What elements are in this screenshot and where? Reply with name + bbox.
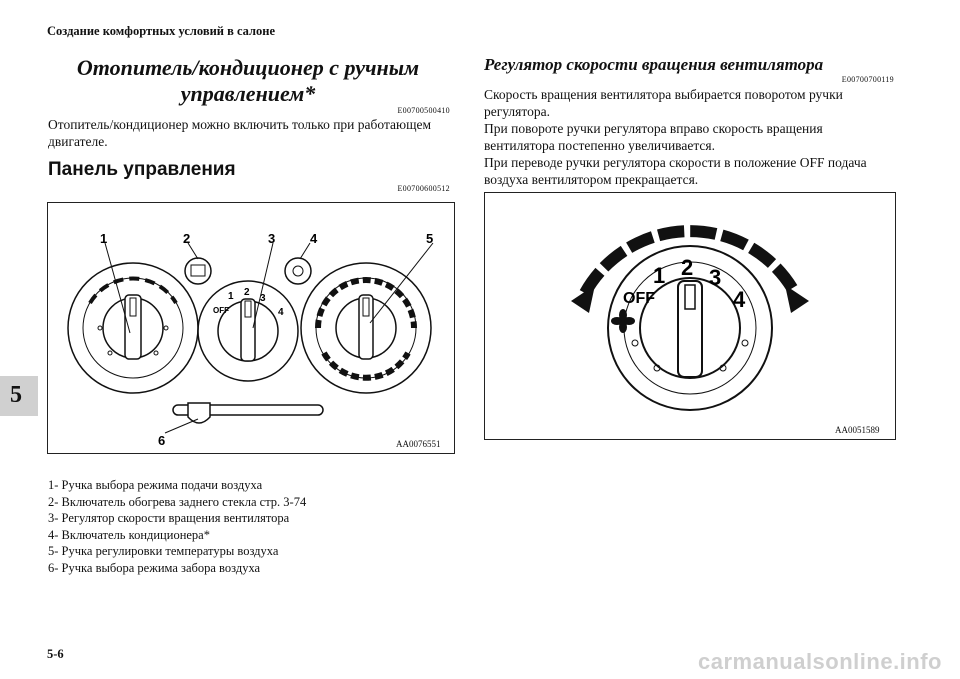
- legend-item: 1- Ручка выбора режима подачи воздуха: [48, 478, 263, 492]
- fan-label-2: 2: [681, 255, 694, 280]
- air-conditioner-icon: [285, 258, 311, 284]
- callout-1: 1: [100, 231, 108, 246]
- mode-selector-dial: [68, 263, 198, 393]
- fan-paragraph: При повороте ручки регулятора вправо скорость вращения вентилятора постепенно увеличивается.: [484, 121, 823, 153]
- temperature-dial: [301, 263, 431, 393]
- legend-item: 5- Ручка регулировки температуры воздуха: [48, 544, 279, 558]
- intro-paragraph: Отопитель/кондиционер можно включить только при работающем двигателе.: [48, 117, 432, 149]
- fan-label-4: 4: [278, 307, 284, 318]
- callout-2: 2: [183, 231, 191, 246]
- figure-code: AA0051589: [835, 425, 880, 435]
- fan-label-4: 4: [733, 287, 746, 312]
- callout-5: 5: [426, 231, 434, 246]
- subsection-code: E00700600512: [397, 184, 450, 193]
- callout-4: 4: [310, 231, 318, 246]
- fan-label-3: 3: [260, 293, 266, 304]
- legend-list: [48, 477, 306, 576]
- fan-off-label: OFF: [213, 306, 229, 315]
- fan-knob-drawing: [485, 193, 895, 439]
- fan-section-code: E00700700119: [841, 75, 894, 84]
- fan-label-3: 3: [709, 265, 722, 290]
- fan-knob-figure: [484, 192, 896, 440]
- callout-3: 3: [268, 231, 276, 246]
- chapter-number: 5: [10, 382, 22, 408]
- fan-label-1: 1: [653, 263, 666, 288]
- fan-speed-dial: [198, 281, 298, 381]
- fan-description: [484, 86, 894, 188]
- subsection-heading: Панель управления: [48, 159, 236, 180]
- fan-label-1: 1: [228, 291, 234, 302]
- fan-paragraph: При переводе ручки регулятора скорости в положение OFF подача воздуха вентилятором прекращается.: [484, 155, 867, 187]
- fan-label-2: 2: [244, 287, 250, 298]
- fan-paragraph: Скорость вращения вентилятора выбирается поворотом ручки регулятора.: [484, 87, 843, 119]
- fan-icon: [611, 309, 635, 333]
- control-panel-figure: [47, 202, 455, 454]
- running-header: Создание комфортных условий в салоне: [47, 24, 276, 38]
- fan-off-label: OFF: [623, 290, 655, 307]
- page-number: 5-6: [47, 647, 64, 661]
- control-panel-drawing: [48, 203, 454, 453]
- fan-section-heading: Регулятор скорости вращения вентилятора: [484, 55, 824, 74]
- legend-item: 2- Включатель обогрева заднего стекла стр. 3-74: [48, 494, 307, 509]
- watermark: carmanualsonline.info: [698, 649, 942, 674]
- legend-item: 6- Ручка выбора режима забора воздуха: [48, 560, 261, 575]
- figure-code: AA0076551: [396, 439, 441, 449]
- legend-item: 3- Регулятор скорости вращения вентилятора: [48, 511, 290, 525]
- callout-6: 6: [158, 433, 166, 448]
- rear-defogger-icon: [185, 258, 211, 284]
- legend-item: 4- Включатель кондиционера*: [48, 527, 210, 542]
- section-code: E00700500410: [397, 106, 450, 115]
- section-heading: Отопитель/кондиционер с ручным управлением*: [76, 55, 420, 106]
